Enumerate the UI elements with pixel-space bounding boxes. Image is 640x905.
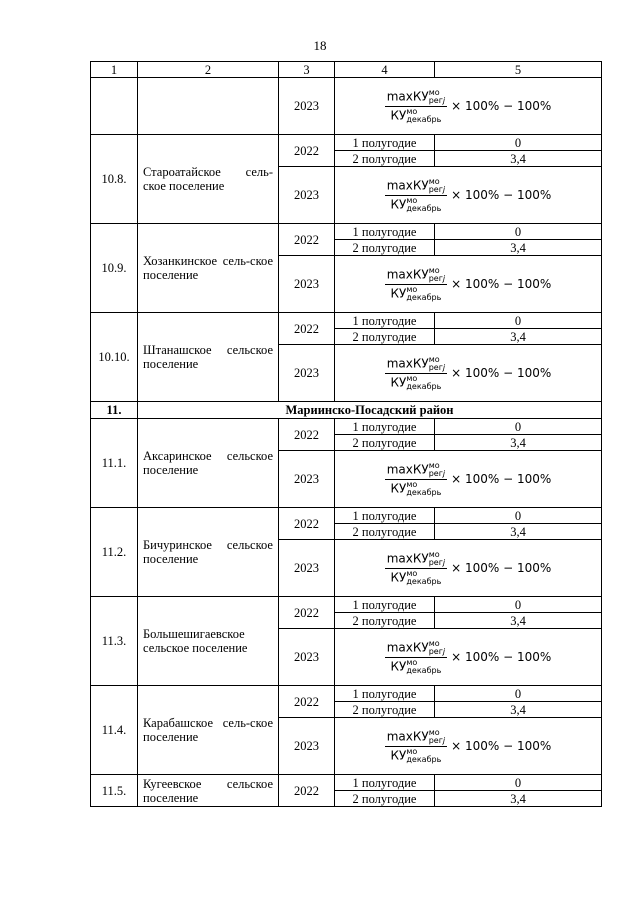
row-name: Хозанкинское сель-ское поселение bbox=[138, 224, 279, 313]
formula-denominator: КУ мо декабрь bbox=[390, 284, 442, 302]
formula-denominator: КУ мо декабрь bbox=[390, 568, 442, 586]
formula bbox=[338, 629, 598, 685]
year-cell: 2022 bbox=[279, 224, 335, 256]
year-cell: 2022 bbox=[279, 686, 335, 718]
formula-cell bbox=[335, 167, 602, 224]
formula-numerator: maxКУ мо регj bbox=[386, 549, 446, 567]
formula bbox=[338, 451, 598, 507]
section-number: 11. bbox=[91, 402, 138, 419]
year-cell: 2023 bbox=[279, 345, 335, 402]
section-title: Мариинско-Посадский район bbox=[138, 402, 602, 419]
formula-cell bbox=[335, 629, 602, 686]
year-cell: 2022 bbox=[279, 419, 335, 451]
table-row bbox=[91, 686, 602, 702]
half-year-2: 2 полугодие bbox=[335, 240, 435, 256]
page-number: 18 bbox=[313, 38, 327, 53]
half-year-2: 2 полугодие bbox=[335, 791, 435, 807]
row-number: 11.5. bbox=[91, 775, 138, 807]
half-year-1: 1 полугодие bbox=[335, 224, 435, 240]
formula-fraction bbox=[385, 551, 447, 586]
year-cell: 2023 bbox=[279, 256, 335, 313]
year-cell: 2022 bbox=[279, 508, 335, 540]
formula-tail: × 100% − 100% bbox=[451, 366, 552, 380]
row-number: 11.3. bbox=[91, 597, 138, 686]
row-number: 11.1. bbox=[91, 419, 138, 508]
formula-numerator: maxКУ мо регj bbox=[386, 460, 446, 478]
formula-tail: × 100% − 100% bbox=[451, 561, 552, 575]
value-half-1: 0 bbox=[435, 224, 602, 240]
year-cell: 2022 bbox=[279, 135, 335, 167]
year-cell: 2023 bbox=[279, 78, 335, 135]
formula-tail: × 100% − 100% bbox=[451, 650, 552, 664]
formula-numerator: maxКУ мо регj bbox=[386, 638, 446, 656]
half-year-2: 2 полугодие bbox=[335, 524, 435, 540]
row-number: 10.10. bbox=[91, 313, 138, 402]
value-half-2: 3,4 bbox=[435, 613, 602, 629]
half-year-1: 1 полугодие bbox=[335, 135, 435, 151]
table-row bbox=[91, 419, 602, 435]
year-cell: 2022 bbox=[279, 597, 335, 629]
formula-cell bbox=[335, 256, 602, 313]
formula-cell bbox=[335, 451, 602, 508]
formula-fraction bbox=[385, 267, 447, 302]
formula-tail: × 100% − 100% bbox=[451, 188, 552, 202]
formula-denominator: КУ мо декабрь bbox=[390, 106, 442, 124]
value-half-1: 0 bbox=[435, 775, 602, 791]
formula-cell bbox=[335, 718, 602, 775]
formula bbox=[338, 78, 598, 134]
formula-fraction bbox=[385, 729, 447, 764]
year-cell: 2023 bbox=[279, 167, 335, 224]
formula-cell bbox=[335, 540, 602, 597]
table-row bbox=[91, 775, 602, 791]
formula-fraction bbox=[385, 89, 447, 124]
value-half-2: 3,4 bbox=[435, 329, 602, 345]
table-row bbox=[91, 597, 602, 613]
header-col-5: 5 bbox=[435, 62, 602, 78]
row-name: Штанашское сельское поселение bbox=[138, 313, 279, 402]
formula-denominator: КУ мо декабрь bbox=[390, 746, 442, 764]
year-cell: 2023 bbox=[279, 718, 335, 775]
formula-numerator: maxКУ мо регj bbox=[386, 354, 446, 372]
table-row bbox=[91, 313, 602, 329]
header-col-1: 1 bbox=[91, 62, 138, 78]
year-cell: 2023 bbox=[279, 540, 335, 597]
formula bbox=[338, 540, 598, 596]
row-name: Староатайское сель-ское поселение bbox=[138, 135, 279, 224]
half-year-2: 2 полугодие bbox=[335, 702, 435, 718]
value-half-1: 0 bbox=[435, 508, 602, 524]
formula-denominator: КУ мо декабрь bbox=[390, 479, 442, 497]
half-year-2: 2 полугодие bbox=[335, 151, 435, 167]
row-name: Карабашское сель-ское поселение bbox=[138, 686, 279, 775]
value-half-2: 3,4 bbox=[435, 240, 602, 256]
section-row bbox=[91, 402, 602, 419]
formula-tail: × 100% − 100% bbox=[451, 99, 552, 113]
formula-denominator: КУ мо декабрь bbox=[390, 657, 442, 675]
formula-fraction bbox=[385, 462, 447, 497]
row-number: 11.2. bbox=[91, 508, 138, 597]
value-half-1: 0 bbox=[435, 419, 602, 435]
half-year-1: 1 полугодие bbox=[335, 775, 435, 791]
row-name: Кугеевское сельское поселение bbox=[138, 775, 279, 807]
formula-cell bbox=[335, 345, 602, 402]
formula-fraction bbox=[385, 640, 447, 675]
year-cell: 2023 bbox=[279, 629, 335, 686]
value-half-2: 3,4 bbox=[435, 702, 602, 718]
formula bbox=[338, 256, 598, 312]
half-year-1: 1 полугодие bbox=[335, 313, 435, 329]
year-cell: 2023 bbox=[279, 451, 335, 508]
formula bbox=[338, 167, 598, 223]
half-year-1: 1 полугодие bbox=[335, 686, 435, 702]
value-half-1: 0 bbox=[435, 597, 602, 613]
half-year-2: 2 полугодие bbox=[335, 613, 435, 629]
formula-denominator: КУ мо декабрь bbox=[390, 195, 442, 213]
table-row bbox=[91, 135, 602, 151]
row-number bbox=[91, 78, 138, 135]
half-year-2: 2 полугодие bbox=[335, 435, 435, 451]
header-col-2: 2 bbox=[138, 62, 279, 78]
year-cell: 2022 bbox=[279, 313, 335, 345]
row-name bbox=[138, 78, 279, 135]
half-year-1: 1 полугодие bbox=[335, 419, 435, 435]
formula bbox=[338, 718, 598, 774]
formula bbox=[338, 345, 598, 401]
tariff-table bbox=[90, 61, 602, 807]
table-row bbox=[91, 78, 602, 135]
row-name: Бичуринское сельское поселение bbox=[138, 508, 279, 597]
half-year-2: 2 полугодие bbox=[335, 329, 435, 345]
formula-numerator: maxКУ мо регj bbox=[386, 87, 446, 105]
value-half-1: 0 bbox=[435, 135, 602, 151]
formula-tail: × 100% − 100% bbox=[451, 739, 552, 753]
row-number: 10.9. bbox=[91, 224, 138, 313]
value-half-2: 3,4 bbox=[435, 151, 602, 167]
formula-numerator: maxКУ мо регj bbox=[386, 727, 446, 745]
row-name: Аксаринское сельское поселение bbox=[138, 419, 279, 508]
value-half-1: 0 bbox=[435, 686, 602, 702]
value-half-2: 3,4 bbox=[435, 524, 602, 540]
row-name: Большешигаевское сельское поселение bbox=[138, 597, 279, 686]
formula-tail: × 100% − 100% bbox=[451, 472, 552, 486]
value-half-2: 3,4 bbox=[435, 435, 602, 451]
header-col-4: 4 bbox=[335, 62, 435, 78]
year-cell: 2022 bbox=[279, 775, 335, 807]
formula-numerator: maxКУ мо регj bbox=[386, 265, 446, 283]
half-year-1: 1 полугодие bbox=[335, 508, 435, 524]
formula-tail: × 100% − 100% bbox=[451, 277, 552, 291]
table-row bbox=[91, 508, 602, 524]
formula-numerator: maxКУ мо регj bbox=[386, 176, 446, 194]
formula-denominator: КУ мо декабрь bbox=[390, 373, 442, 391]
formula-cell bbox=[335, 78, 602, 135]
header-row bbox=[91, 62, 602, 78]
half-year-1: 1 полугодие bbox=[335, 597, 435, 613]
row-number: 11.4. bbox=[91, 686, 138, 775]
value-half-1: 0 bbox=[435, 313, 602, 329]
table-row bbox=[91, 224, 602, 240]
row-number: 10.8. bbox=[91, 135, 138, 224]
value-half-2: 3,4 bbox=[435, 791, 602, 807]
header-col-3: 3 bbox=[279, 62, 335, 78]
formula-fraction bbox=[385, 178, 447, 213]
formula-fraction bbox=[385, 356, 447, 391]
